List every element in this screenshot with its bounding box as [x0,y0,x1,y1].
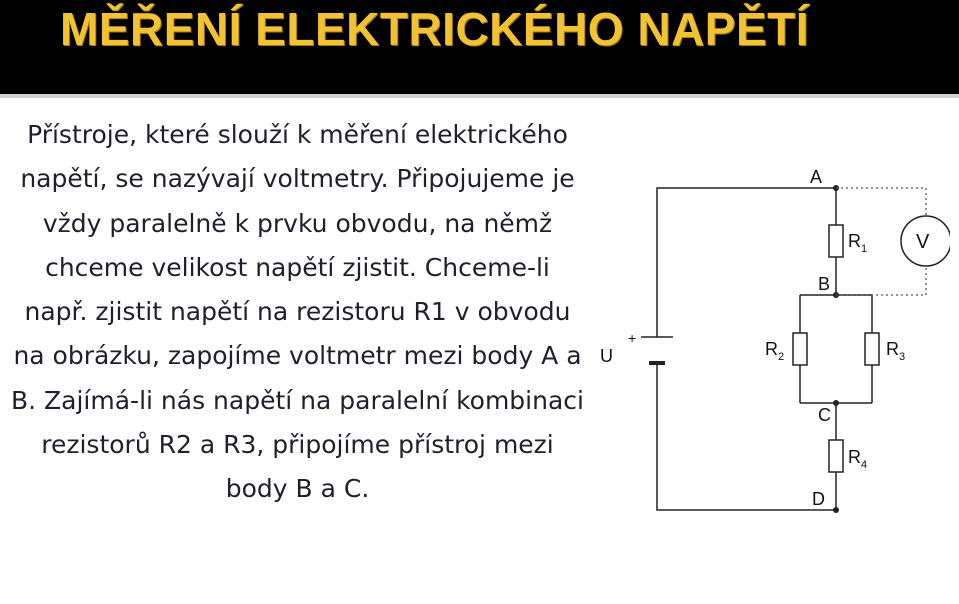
voltmeter-label: V [916,231,930,253]
title-bar [0,0,959,94]
source-plus-sign: + [628,330,637,346]
wire-top-left [657,188,836,337]
resistor-r3 [865,333,879,365]
label-r2: $R_2$ [765,339,785,363]
label-r3: $R_3$ [886,339,906,363]
node-label-a: A [810,167,823,187]
title-divider [0,94,959,98]
source-label: U [600,346,613,366]
wire-bottom-left [657,363,836,510]
body-paragraph: Přístroje, které slouží k měření elektrického napětí, se nazývají voltmetry. Připojujeme je vždy paralelně k prvku obvodu, na němž chceme velikost napětí zjistit. Chceme-li např. zjistit napětí na rezistoru R1 v obvodu na obrázku, zapojíme voltmetr mezi body A a B. Zajímá-li nás napětí na paralelní kombinaci rezistorů R2 a R3, připojíme přístroj mezi body B a C. [11,120,584,504]
node-c-dot [833,400,839,406]
node-d-dot [833,507,839,513]
node-label-c: C [818,405,831,425]
resistor-r4 [829,440,843,472]
circuit-diagram [590,150,950,530]
node-label-b: B [818,274,831,294]
slide-title: MĚŘENÍ ELEKTRICKÉHO NAPĚTÍ [60,3,810,55]
node-label-d: D [812,489,825,509]
label-r1: $R_1$ [848,231,868,255]
battery-symbol [641,337,673,363]
label-r4: $R_4$ [848,447,868,471]
body-text [10,113,585,512]
resistor-r2 [793,333,807,365]
resistor-r1 [829,225,843,257]
